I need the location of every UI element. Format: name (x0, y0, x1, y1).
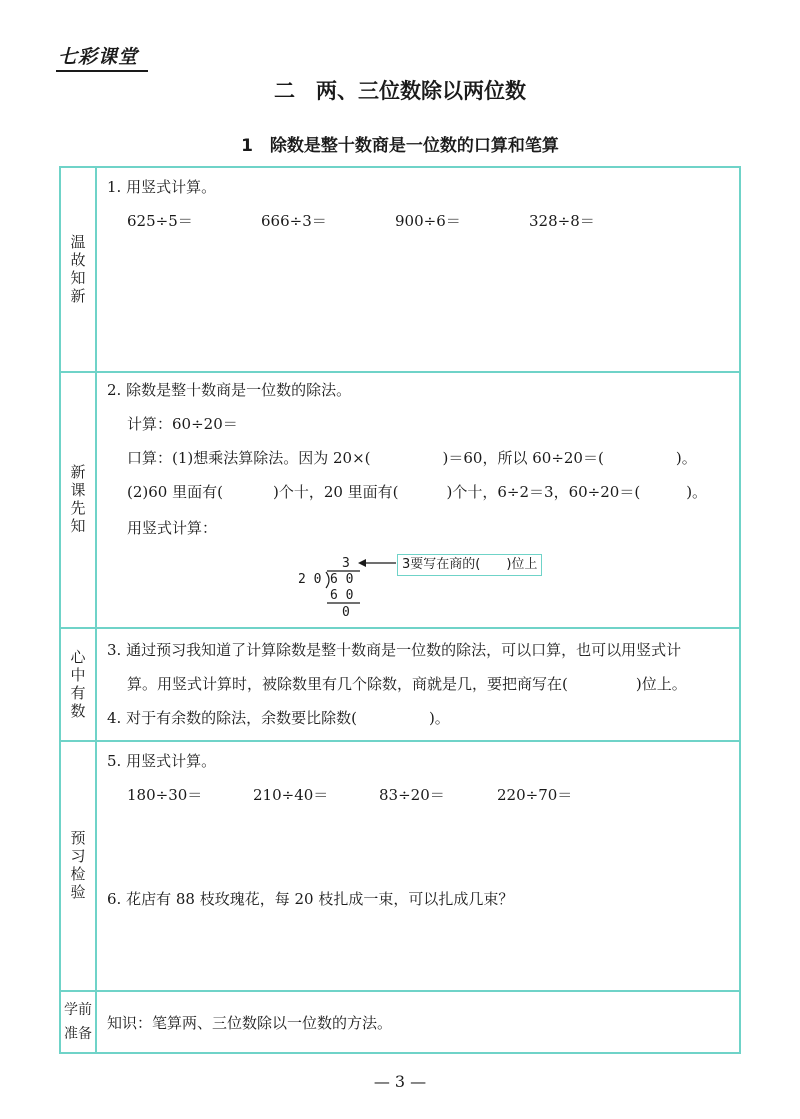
chapter-title: 二 两、三位数除以两位数 (274, 79, 526, 103)
question-3-line1: 3. 通过预习我知道了计算除数是整十数商是一位数的除法，可以口算，也可以用竖式计 (107, 641, 682, 659)
row-label: 预习检验 (61, 742, 97, 990)
question-2-title: 2. 除数是整十数商是一位数的除法。 (107, 381, 352, 399)
division-dividend: 6 0 (330, 572, 354, 587)
question-4: 4. 对于有余数的除法，余数要比除数( )。 (107, 709, 450, 727)
problem: 625÷5＝ (127, 212, 193, 230)
quotient-position-callout: 3要写在商的( )位上 (397, 554, 542, 576)
brand-logo: 七彩课堂 (58, 46, 139, 68)
row-label: 学前 准备 (61, 992, 97, 1052)
calc-line: 计算：60÷20＝ (127, 415, 238, 433)
section-title: 1 除数是整十数商是一位数的口算和笔算 (241, 136, 559, 156)
tens-line: (2)60 里面有( )个十，20 里面有( )个十，6÷2＝3，60÷20＝( )。 (127, 483, 708, 501)
problem: 83÷20＝ (379, 786, 445, 804)
division-remainder: 0 (342, 605, 350, 620)
question-6: 6. 花店有 88 枝玫瑰花，每 20 枝扎成一束，可以扎成几束？ (107, 890, 514, 908)
problem: 180÷30＝ (127, 786, 203, 804)
question-3-line2: 算。用竖式计算时，被除数里有几个除数，商就是几，要把商写在( )位上。 (127, 675, 687, 693)
problem: 220÷70＝ (497, 786, 573, 804)
page-number: — 3 — (373, 1072, 427, 1091)
division-quotient: 3 (342, 556, 350, 571)
row-label: 心中有数 (61, 629, 97, 740)
problem: 328÷8＝ (529, 212, 595, 230)
vertical-calc-label: 用竖式计算： (127, 519, 218, 537)
question-1-title: 1. 用竖式计算。 (107, 178, 217, 196)
problem: 666÷3＝ (261, 212, 327, 230)
division-product: 6 0 (330, 588, 354, 603)
problem: 210÷40＝ (253, 786, 329, 804)
oral-calc-line: 口算：(1)想乘法算除法。因为 20×( )＝60，所以 60÷20＝( )。 (127, 449, 697, 467)
problem: 900÷6＝ (395, 212, 461, 230)
row-label: 新课先知 (61, 373, 97, 627)
row-label: 温故知新 (61, 168, 97, 371)
prep-text: 知识：笔算两、三位数除以一位数的方法。 (107, 1014, 393, 1032)
question-5-title: 5. 用竖式计算。 (107, 752, 217, 770)
division-divisor: 2 0 (298, 572, 322, 587)
